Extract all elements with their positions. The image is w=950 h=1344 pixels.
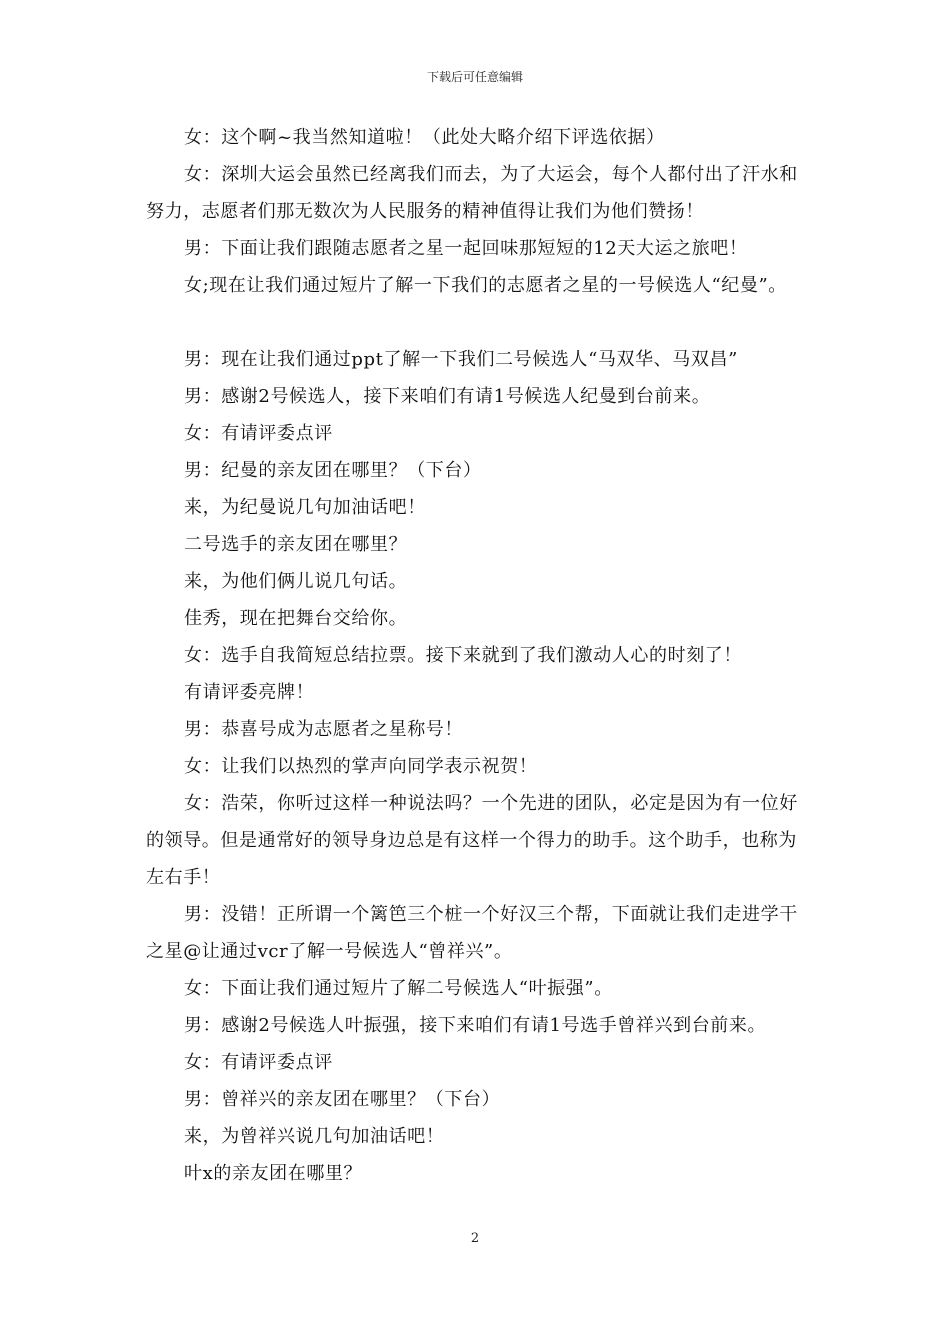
- paragraph: 来，为曾祥兴说几句加油话吧！: [184, 1126, 445, 1147]
- paragraph: 男：没错！正所谓一个篱笆三个桩一个好汉三个帮，下面就让我们走进学干之星@让通过vcr了解一号候选人“曾祥兴”。: [146, 904, 798, 962]
- paragraph: 男：下面让我们跟随志愿者之星一起回味那短短的12天大运之旅吧！: [184, 238, 748, 259]
- paragraph: 有请评委亮牌！: [184, 682, 315, 703]
- document-body: [146, 119, 810, 1192]
- paragraph: 二号选手的亲友团在哪里？: [184, 534, 408, 555]
- paragraph: 男：感谢2号候选人叶振强，接下来咱们有请1号选手曾祥兴到台前来。: [184, 1015, 767, 1036]
- page-header: 下载后可任意编辑: [426, 70, 523, 84]
- paragraph: 来，为纪曼说几句加油话吧！: [184, 497, 426, 518]
- paragraph: 女：下面让我们通过短片了解二号候选人“叶振强”。: [184, 978, 613, 999]
- paragraph: 叶x的亲友团在哪里？: [184, 1163, 363, 1184]
- paragraph: 女：浩荣，你听过这样一种说法吗？一个先进的团队，必定是因为有一位好的领导。但是通常好的领导身边总是有这样一个得力的助手。这个助手，也称为左右手！: [146, 793, 798, 888]
- page-number: 2: [470, 1231, 480, 1246]
- blank-line: [146, 304, 810, 341]
- paragraph: 男：恭喜号成为志愿者之星称号！: [184, 719, 463, 740]
- paragraph: 女：让我们以热烈的掌声向同学表示祝贺！: [184, 756, 538, 777]
- paragraph: 来，为他们俩儿说几句话。: [184, 571, 408, 592]
- paragraph: 女：有请评委点评: [184, 423, 333, 444]
- paragraph: 女：有请评委点评: [184, 1052, 333, 1073]
- paragraph: 女：深圳大运会虽然已经离我们而去，为了大运会，每个人都付出了汗水和努力，志愿者们那无数次为人民服务的精神值得让我们为他们赞扬！: [146, 164, 798, 222]
- paragraph: 男：纪曼的亲友团在哪里？（下台）: [184, 460, 482, 481]
- paragraph: 女：这个啊~我当然知道啦！（此处大略介绍下评选依据）: [184, 127, 665, 148]
- paragraph: 女;现在让我们通过短片了解一下我们的志愿者之星的一号候选人“纪曼”。: [184, 275, 787, 296]
- paragraph: 男：现在让我们通过ppt了解一下我们二号候选人“马双华、马双昌”: [184, 349, 738, 370]
- paragraph: 男：感谢2号候选人，接下来咱们有请1号候选人纪曼到台前来。: [184, 386, 711, 407]
- paragraph: 男：曾祥兴的亲友团在哪里？（下台）: [184, 1089, 501, 1110]
- paragraph: 女：选手自我简短总结拉票。接下来就到了我们激动人心的时刻了！: [184, 645, 742, 666]
- paragraph: 佳秀，现在把舞台交给你。: [184, 608, 408, 629]
